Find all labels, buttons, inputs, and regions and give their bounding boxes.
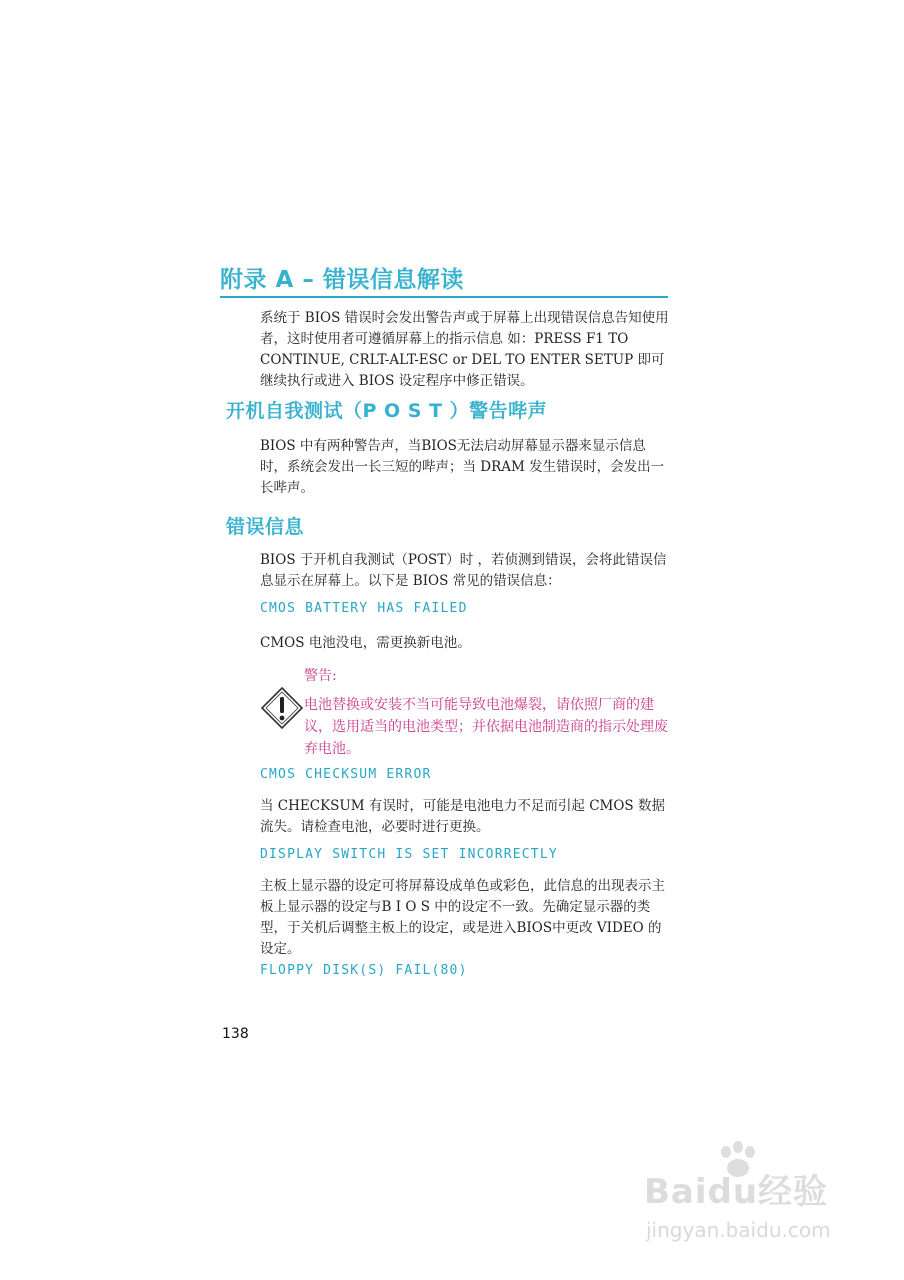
warning-icon bbox=[260, 686, 304, 730]
error-code-display-switch: DISPLAY SWITCH IS SET INCORRECTLY bbox=[260, 847, 558, 862]
warning-label: 警告: bbox=[304, 668, 337, 684]
error-desc-cmos-checksum: 当 CHECKSUM 有误时，可能是电池电力不足而引起 CMOS 数据流失。请检查电池，必要时进行更换。 bbox=[260, 798, 665, 835]
intro-paragraph: 系统于 BIOS 错误时会发出警告声或于屏幕上出现错误信息告知使用者，这时使用者可遵循屏幕上的指示信息 如：PRESS F1 TO CONTINUE, CRLT-ALT-ESC or DEL TO ENTER SETUP 即可继续执行或进入 BIOS 设定程序中修正错误。 bbox=[260, 310, 669, 389]
error-messages-intro: BIOS 于开机自我测试（POST）时 ，若侦测到错误，会将此错误信息显示在屏幕上。以下是 BIOS 常见的错误信息： bbox=[260, 552, 667, 589]
error-desc-display-switch: 主板上显示器的设定可将屏幕设成单色或彩色，此信息的出现表示主板上显示器的设定与B I O S 中的设定不一致。先确定显示器的类型，于关机后调整主板上的设定，或是进入BIOS中更改 VIDEO 的设定。 bbox=[260, 878, 665, 957]
warning-text: 电池替换或安装不当可能导致电池爆裂，请依照厂商的建议，选用适当的电池类型；并依据电池制造商的指示处理废弃电池。 bbox=[304, 697, 668, 757]
error-code-cmos-checksum: CMOS CHECKSUM ERROR bbox=[260, 767, 432, 782]
appendix-title: 附录 A – 错误信息解读 bbox=[220, 267, 464, 293]
watermark-url: jingyan.baidu.com bbox=[646, 1218, 831, 1242]
post-beep-heading: 开机自我测试（P O S T ）警告哔声 bbox=[226, 400, 548, 422]
page-number: 138 bbox=[222, 1026, 249, 1042]
error-code-floppy: FLOPPY DISK(S) FAIL(80) bbox=[260, 963, 468, 978]
title-underline bbox=[220, 296, 668, 298]
error-desc-cmos-battery: CMOS 电池没电，需更换新电池。 bbox=[260, 635, 471, 651]
watermark-logo: Baidu经验 bbox=[644, 1172, 829, 1212]
baidu-watermark bbox=[644, 1140, 884, 1260]
error-messages-heading: 错误信息 bbox=[226, 516, 305, 538]
error-code-cmos-battery: CMOS BATTERY HAS FAILED bbox=[260, 601, 468, 616]
post-beep-paragraph: BIOS 中有两种警告声，当BIOS无法启动屏幕显示器来显示信息时，系统会发出一长三短的哔声；当 DRAM 发生错误时，会发出一长哔声。 bbox=[260, 438, 665, 496]
